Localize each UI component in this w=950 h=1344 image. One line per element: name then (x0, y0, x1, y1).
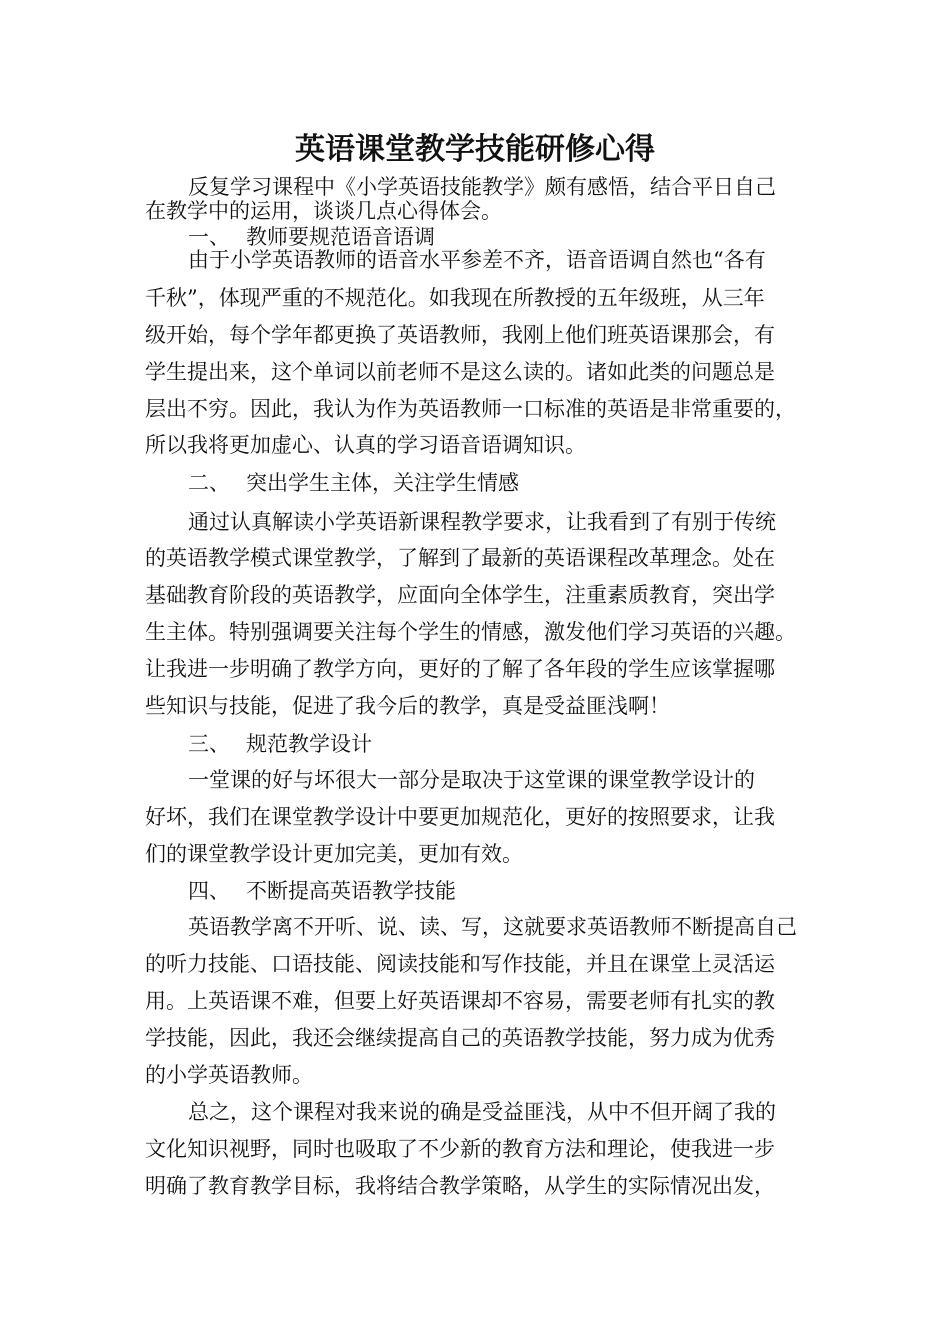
intro-line-1: 反复学习课程中《小学英语技能教学》颇有感悟，结合平日自己 (188, 175, 776, 199)
paragraph-line: 级开始，每个学年都更换了英语教师，我刚上他们班英语课那会，有 (145, 323, 775, 347)
section-3-heading-text: 规范教学设计 (246, 732, 372, 756)
paragraph-line: 的听力技能、口语技能、阅读技能和写作技能，并且在课堂上灵活运 (145, 952, 775, 976)
paragraph-line: 的小学英语教师。 (145, 1063, 313, 1087)
section-2-heading (188, 468, 519, 498)
section-1-heading-text: 教师要规范语音语调 (246, 225, 435, 249)
paragraph-line: 学技能，因此，我还会继续提高自己的英语教学技能，努力成为优秀 (145, 1026, 775, 1050)
paragraph-line: 明确了教育教学目标，我将结合教学策略，从学生的实际情况出发， (145, 1174, 775, 1198)
paragraph-line: 一堂课的好与坏很大一部分是取决于这堂课的课堂教学设计的 (188, 768, 755, 792)
paragraph-line: 用。上英语课不难，但要上好英语课却不容易，需要老师有扎实的教 (145, 989, 775, 1013)
paragraph-line: 文化知识视野，同时也吸取了不少新的教育方法和理论，使我进一步 (145, 1137, 775, 1161)
paragraph-line: 所以我将更加虚心、认真的学习语音语调知识。 (145, 433, 586, 457)
section-1-number: 一、 (188, 225, 230, 249)
paragraph-line: 好坏，我们在课堂教学设计中要更加规范化，更好的按照要求，让我 (145, 805, 775, 829)
document-title: 英语课堂教学技能研修心得 (295, 132, 655, 167)
paragraph-line: 些知识与技能，促进了我今后的教学，真是受益匪浅啊！ (145, 694, 670, 718)
paragraph-line: 们的课堂教学设计更加完美，更加有效。 (145, 842, 523, 866)
paragraph-line: 让我进一步明确了教学方向，更好的了解了各年段的学生应该掌握哪 (145, 657, 775, 681)
section-2-number: 二、 (188, 471, 230, 495)
paragraph-line: 总之，这个课程对我来说的确是受益匪浅，从中不但开阔了我的 (188, 1100, 776, 1124)
paragraph-line: 千秋”，体现严重的不规范化。如我现在所教授的五年级班，从三年 (145, 286, 765, 310)
paragraph-line: 由于小学英语教师的语音水平参差不齐，语音语调自然也“各有 (188, 248, 766, 272)
paragraph-line: 基础教育阶段的英语教学，应面向全体学生，注重素质教育，突出学 (145, 583, 775, 607)
section-4-number: 四、 (188, 879, 230, 903)
paragraph-line: 层出不穷。因此，我认为作为英语教师一口标准的英语是非常重要的， (145, 397, 796, 421)
section-2-heading-text: 突出学生主体，关注学生情感 (246, 471, 519, 495)
paragraph-line: 通过认真解读小学英语新课程教学要求，让我看到了有别于传统 (188, 510, 776, 534)
section-4-heading-text: 不断提高英语教学技能 (246, 879, 456, 903)
intro-line-2: 在教学中的运用，谈谈几点心得体会。 (145, 199, 502, 223)
paragraph-line: 的英语教学模式课堂教学，了解到了最新的英语课程改革理念。处在 (145, 546, 775, 570)
paragraph-line: 学生提出来，这个单词以前老师不是这么读的。诸如此类的问题总是 (145, 360, 775, 384)
paragraph-line: 生主体。特别强调要关注每个学生的情感，激发他们学习英语的兴趣。 (145, 620, 796, 644)
section-4-heading (188, 876, 456, 906)
paragraph-line: 英语教学离不开听、说、读、写，这就要求英语教师不断提高自己 (188, 915, 797, 939)
section-3-number: 三、 (188, 732, 230, 756)
section-3-heading (188, 729, 372, 759)
